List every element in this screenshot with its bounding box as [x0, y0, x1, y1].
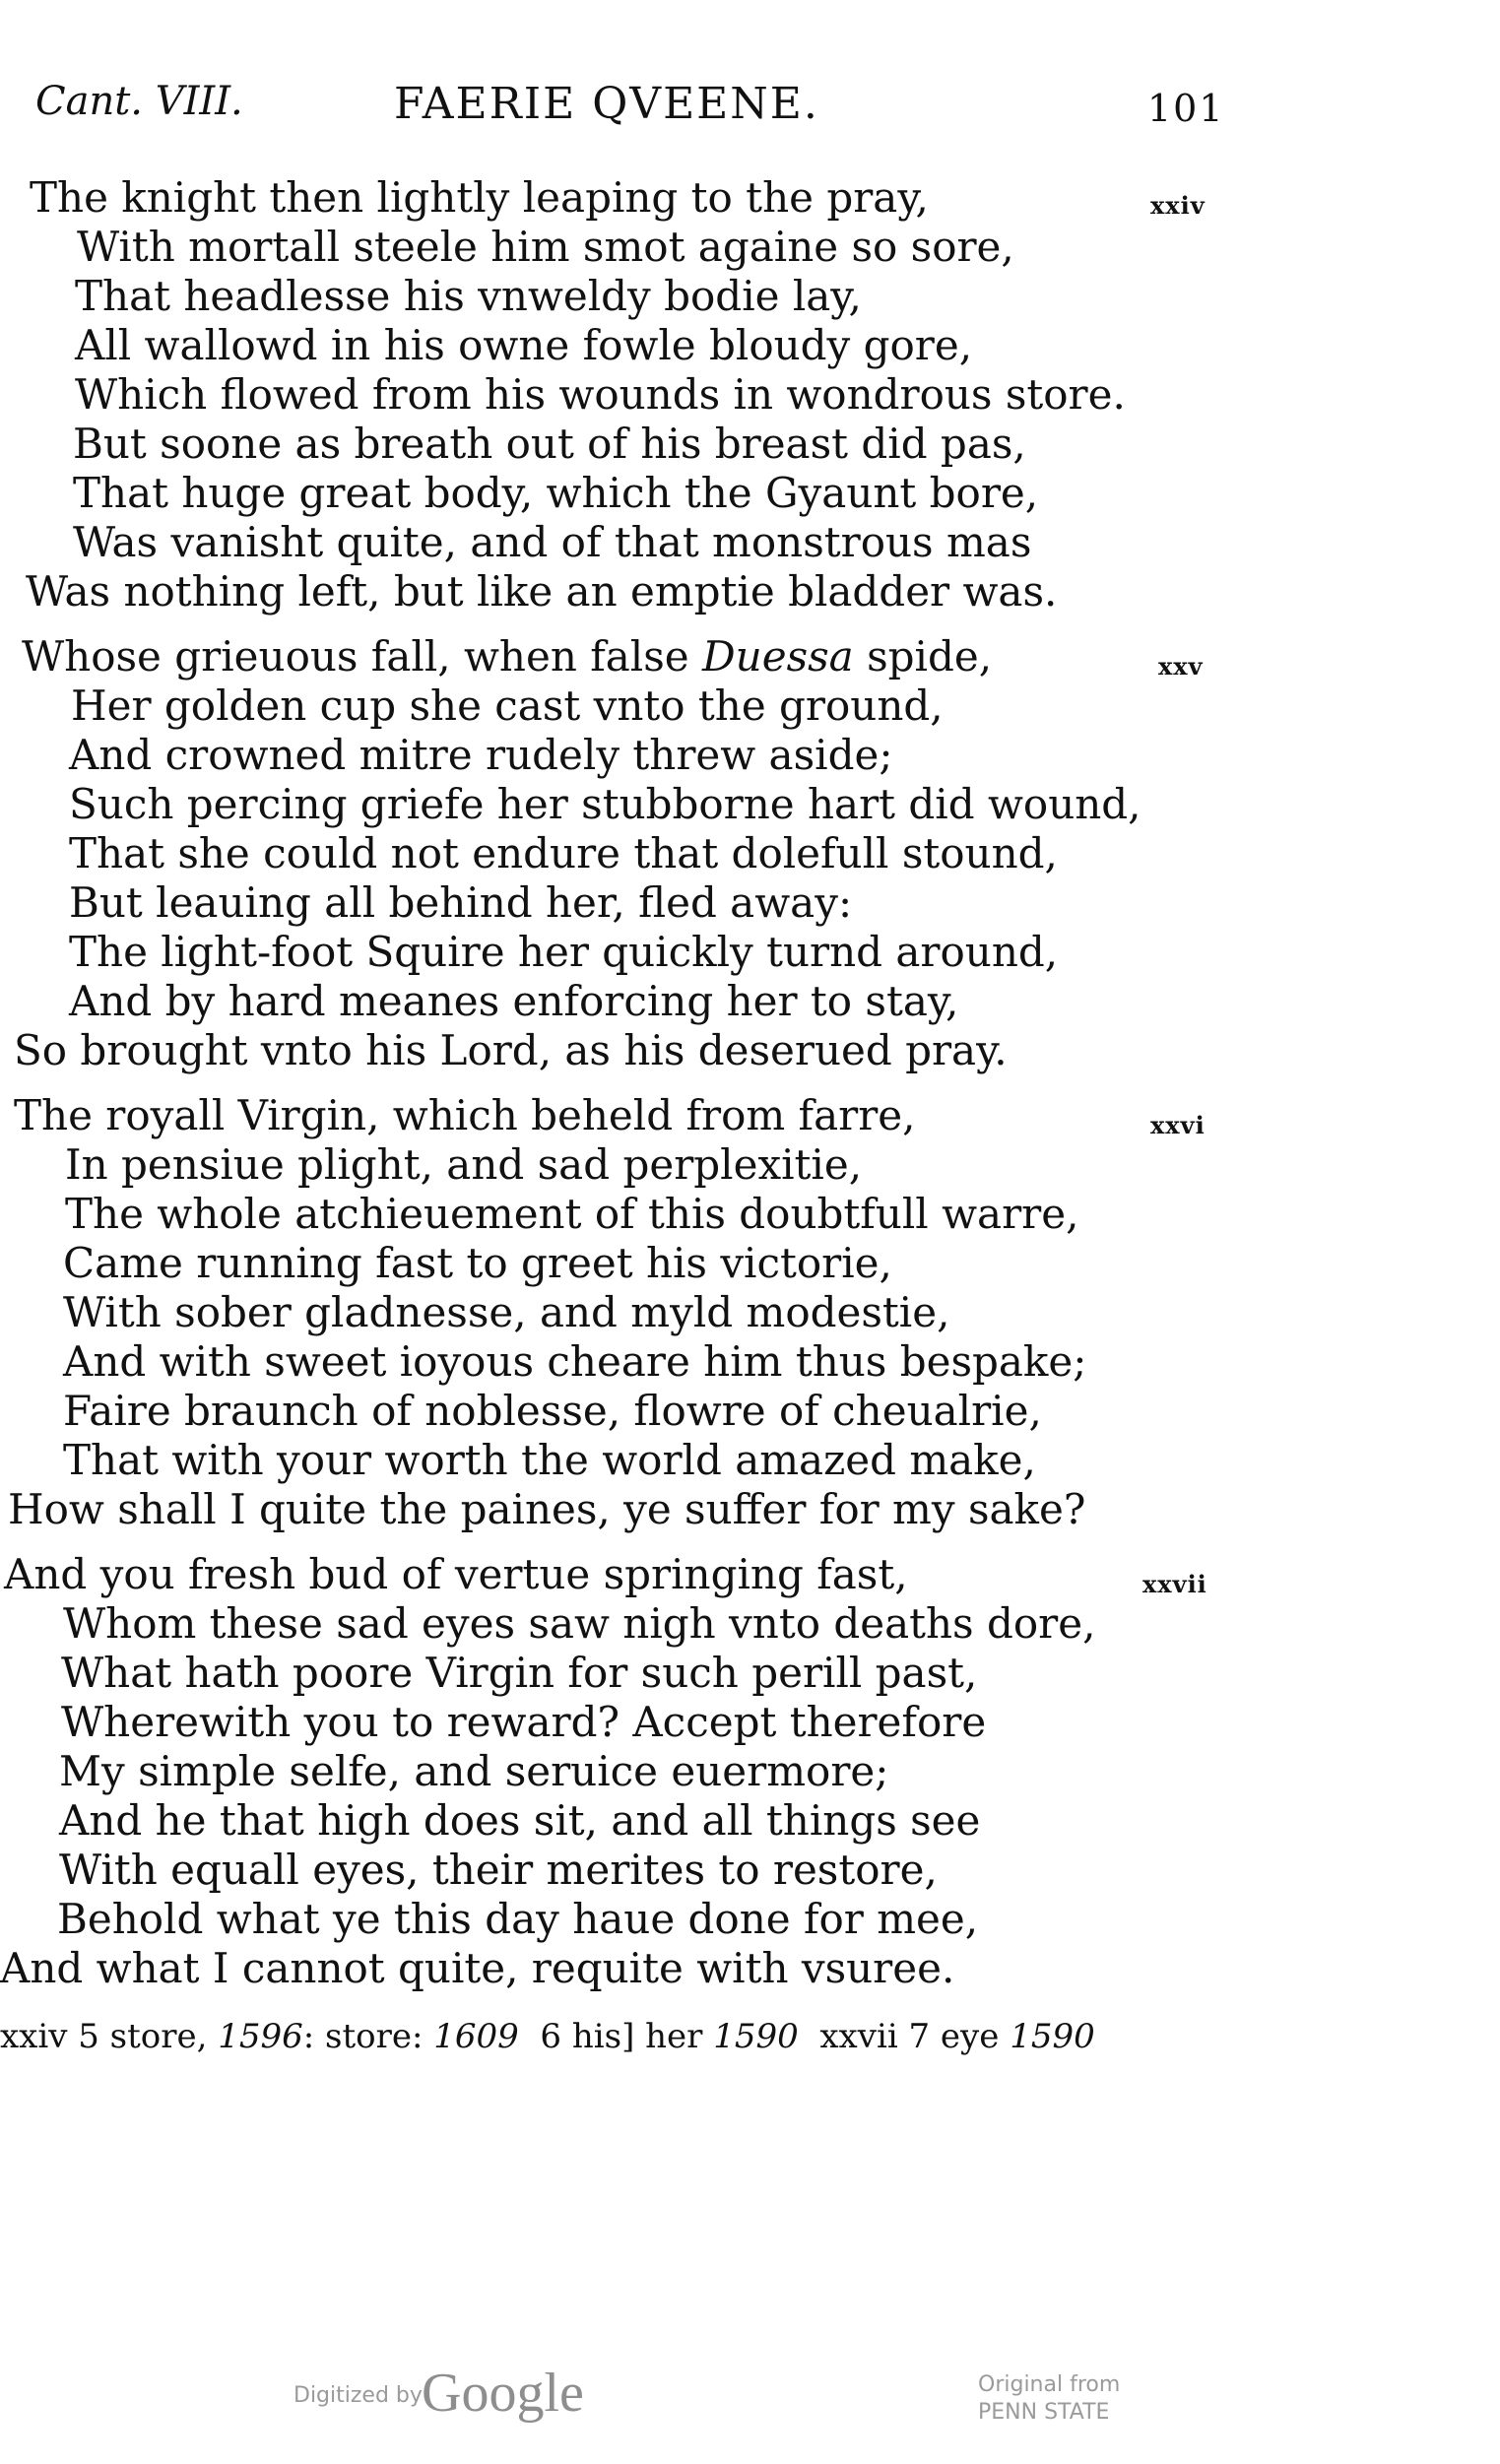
verse-line: So brought vnto his Lord, as his deserued pray.	[14, 1026, 1008, 1074]
page-number: 101	[1147, 87, 1225, 130]
source-attribution	[978, 2371, 1120, 2427]
verse-line: Faire braunch of noblesse, flowre of cheualrie,	[63, 1387, 1042, 1435]
verse-line: Such percing griefe her stubborne hart did wound,	[69, 780, 1141, 828]
textual-footnote	[0, 2017, 1095, 2056]
verse-line: The whole atchieuement of this doubtfull warre,	[65, 1190, 1079, 1238]
verse-line: And with sweet ioyous cheare him thus bespake;	[63, 1337, 1087, 1386]
verse-line: With equall eyes, their merites to restore,	[59, 1846, 938, 1894]
verse-line: That she could not endure that dolefull stound,	[69, 829, 1058, 877]
footnote-text: 6 his] her	[518, 2017, 714, 2056]
verse-line: The light-foot Squire her quickly turnd around,	[69, 928, 1059, 976]
verse-line: Came running fast to greet his victorie,	[63, 1239, 892, 1287]
verse-line: Her golden cup she cast vnto the ground,	[71, 681, 944, 730]
verse-line: That headlesse his vnweldy bodie lay,	[75, 272, 862, 320]
footnote-text: : store:	[302, 2017, 434, 2056]
verse-line: The royall Virgin, which beheld from farre,	[14, 1091, 916, 1139]
verse-line: My simple selfe, and seruice euermore;	[59, 1747, 889, 1795]
verse-line: Whom these sad eyes saw nigh vnto deaths dore,	[63, 1599, 1096, 1648]
stanza-number: xxvi	[1150, 1111, 1206, 1139]
canto-label: Cant. VIII.	[35, 79, 243, 124]
verse-line: In pensiue plight, and sad perplexitie,	[65, 1140, 863, 1189]
verse-line: Behold what ye this day haue done for mee,	[57, 1895, 979, 1943]
page-title: FAERIE QVEENE.	[394, 79, 819, 129]
stanza-number: xxiv	[1150, 191, 1206, 220]
institution-label: PENN STATE	[978, 2400, 1110, 2425]
footnote-edition: 1596	[218, 2017, 303, 2056]
verse-line: That huge great body, which the Gyaunt bore,	[73, 469, 1039, 517]
verse-line: With mortall steele him smot againe so sore,	[77, 223, 1014, 271]
verse-line: Whose grieuous fall, when false Duessa spide,	[22, 632, 993, 681]
footnote-edition: 1609	[433, 2017, 519, 2056]
verse-line: With sober gladnesse, and myld modestie,	[63, 1288, 950, 1336]
verse-line: Was vanisht quite, and of that monstrous mas	[73, 518, 1032, 566]
verse-line: All wallowd in his owne fowle bloudy gore,	[75, 321, 973, 369]
verse-line: And what I cannot quite, requite with vsuree.	[0, 1944, 955, 1992]
verse-line: How shall I quite the paines, ye suffer for my sake?	[8, 1485, 1086, 1533]
verse-line: But leauing all behind her, fled away:	[69, 878, 853, 927]
verse-line: The knight then lightly leaping to the pray,	[30, 173, 929, 222]
footnote-edition: 1590	[1010, 2017, 1095, 2056]
verse-line: And by hard meanes enforcing her to stay,	[69, 977, 959, 1025]
verse-line: That with your worth the world amazed make,	[63, 1436, 1036, 1484]
verse-line: Wherewith you to reward? Accept therefore	[61, 1698, 987, 1746]
verse-line: Which flowed from his wounds in wondrous store.	[75, 370, 1126, 419]
google-logo: Google	[422, 2363, 584, 2424]
stanza-number: xxv	[1158, 652, 1204, 681]
verse-line: What hath poore Virgin for such perill past,	[61, 1649, 978, 1697]
verse-line: And crowned mitre rudely threw aside;	[69, 731, 893, 779]
proper-name: Duessa	[702, 632, 854, 681]
verse-line: But soone as breath out of his breast did pas,	[73, 420, 1026, 468]
verse-line: Was nothing left, but like an emptie bladder was.	[26, 567, 1058, 616]
footnote-text: xxiv 5 store,	[0, 2017, 219, 2056]
footnote-edition: 1590	[713, 2017, 799, 2056]
footnote-text: xxvii 7 eye	[798, 2017, 1011, 2056]
digitized-by-label: Digitized by	[293, 2383, 423, 2408]
running-header	[0, 79, 1500, 138]
verse-line: And he that high does sit, and all things see	[59, 1796, 981, 1845]
original-from-label: Original from	[978, 2372, 1121, 2397]
stanza-number: xxvii	[1142, 1570, 1207, 1598]
verse-line: And you fresh bud of vertue springing fast,	[4, 1550, 908, 1598]
